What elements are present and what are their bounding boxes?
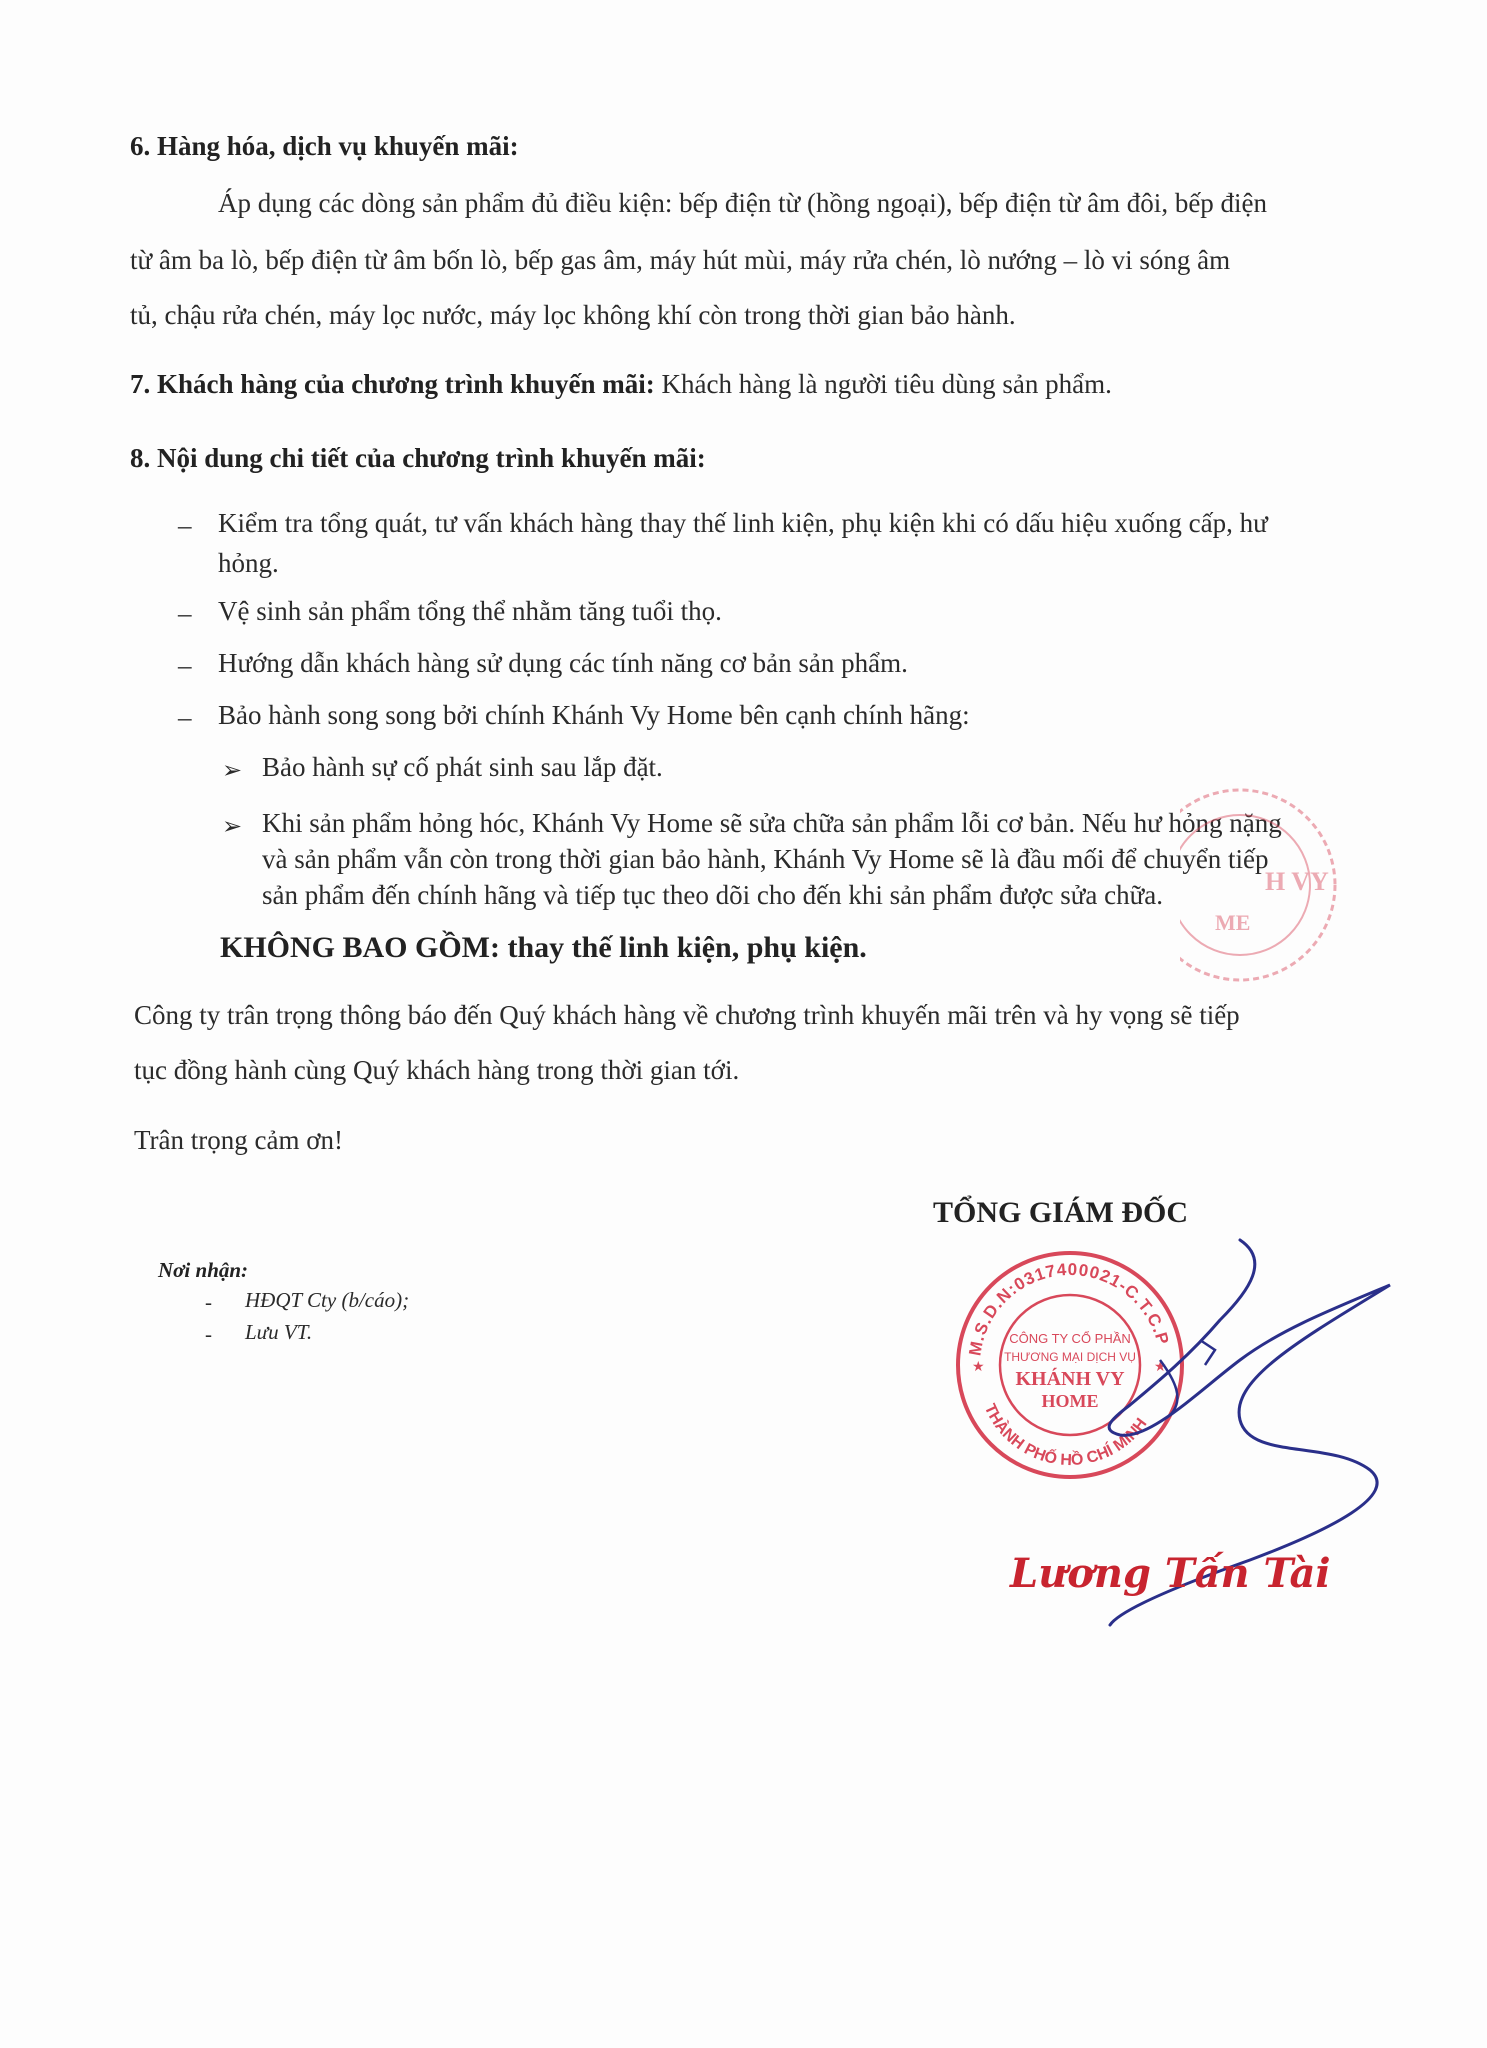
list-item-1-line-1: Kiểm tra tổng quát, tư vấn khách hàng thay thế linh kiện, phụ kiện khi có dấu hiệu xuống cấp, hư: [218, 508, 1268, 538]
arrow-bullet-icon: ➢: [222, 758, 243, 784]
sub-item-1: Bảo hành sự cố phát sinh sau lắp đặt.: [262, 752, 663, 782]
section-8-heading: 8. Nội dung chi tiết của chương trình khuyến mãi:: [130, 443, 706, 473]
section-6-line-2: từ âm ba lò, bếp điện từ âm bốn lò, bếp gas âm, máy hút mùi, máy rửa chén, lò nướng – lò vi sóng âm: [130, 245, 1231, 275]
svg-text:ME: ME: [1215, 910, 1251, 935]
section-7-heading: 7. Khách hàng của chương trình khuyến mãi:: [130, 369, 655, 399]
recipient-bullet: -: [205, 1290, 212, 1314]
list-item-2: Vệ sinh sản phẩm tổng thể nhằm tăng tuổi thọ.: [218, 596, 722, 626]
sub-item-2-line-3: sản phẩm đến chính hãng và tiếp tục theo dõi cho đến khi sản phẩm được sửa chữa.: [262, 880, 1163, 910]
signature-title: TỔNG GIÁM ĐỐC: [933, 1196, 1188, 1229]
svg-text:★: ★: [1154, 1360, 1167, 1375]
sub-item-2-line-1: Khi sản phẩm hỏng hóc, Khánh Vy Home sẽ sửa chữa sản phẩm lỗi cơ bản. Nếu hư hỏng nặng: [262, 808, 1282, 838]
section-7-text: Khách hàng là người tiêu dùng sản phẩm.: [661, 369, 1112, 399]
recipient-item: Lưu VT.: [245, 1320, 313, 1344]
recipient-item: HĐQT Cty (b/cáo);: [245, 1288, 410, 1312]
partial-stamp-icon: [1180, 780, 1340, 990]
section-6-line-3: tủ, chậu rửa chén, máy lọc nước, máy lọc không khí còn trong thời gian bảo hành.: [130, 300, 1016, 330]
closing-thanks: Trân trọng cảm ơn!: [134, 1125, 343, 1155]
list-dash: –: [178, 510, 192, 540]
list-item-4: Bảo hành song song bởi chính Khánh Vy Home bên cạnh chính hãng:: [218, 700, 970, 730]
recipient-bullet: -: [205, 1322, 212, 1346]
stamp-line-3: KHÁNH VY: [1015, 1368, 1125, 1390]
list-item-1-line-2: hỏng.: [218, 548, 279, 578]
section-6-line-1: Áp dụng các dòng sản phẩm đủ điều kiện: bếp điện từ (hồng ngoại), bếp điện từ âm đôi, bếp điện: [218, 188, 1268, 218]
list-dash: –: [178, 702, 192, 732]
stamp-line-1: CÔNG TY CỔ PHẦN: [1009, 1331, 1131, 1346]
svg-text:★: ★: [972, 1360, 985, 1375]
closing-line-1: Công ty trân trọng thông báo đến Quý khách hàng về chương trình khuyến mãi trên và hy vọng sẽ tiếp: [134, 1000, 1240, 1030]
svg-text:H VY: H VY: [1265, 867, 1329, 896]
closing-line-2: tục đồng hành cùng Quý khách hàng trong thời gian tới.: [134, 1055, 740, 1085]
section-7: [130, 368, 1112, 400]
exclusion-note: KHÔNG BAO GỒM: thay thế linh kiện, phụ kiện.: [220, 931, 867, 964]
list-item-3: Hướng dẫn khách hàng sử dụng các tính năng cơ bản sản phẩm.: [218, 648, 908, 678]
stamp-line-2: THƯƠNG MẠI DỊCH VỤ: [1004, 1350, 1136, 1364]
stamp-bottom-text: THÀNH PHỐ HỒ CHÍ MINH: [980, 1401, 1151, 1470]
arrow-bullet-icon: ➢: [222, 814, 243, 840]
sub-item-2-line-2: và sản phẩm vẫn còn trong thời gian bảo hành, Khánh Vy Home sẽ là đầu mối để chuyển tiếp: [262, 844, 1269, 874]
recipients-label: Nơi nhận:: [158, 1258, 249, 1282]
list-dash: –: [178, 598, 192, 628]
section-6-heading: 6. Hàng hóa, dịch vụ khuyến mãi:: [130, 131, 519, 161]
stamp-ring-text: M.S.D.N:0317400021-C.T.C.P: [965, 1259, 1173, 1358]
stamp-line-4: HOME: [1041, 1391, 1099, 1411]
signer-name: Lương Tấn Tài: [1010, 1550, 1331, 1597]
list-dash: –: [178, 650, 192, 680]
